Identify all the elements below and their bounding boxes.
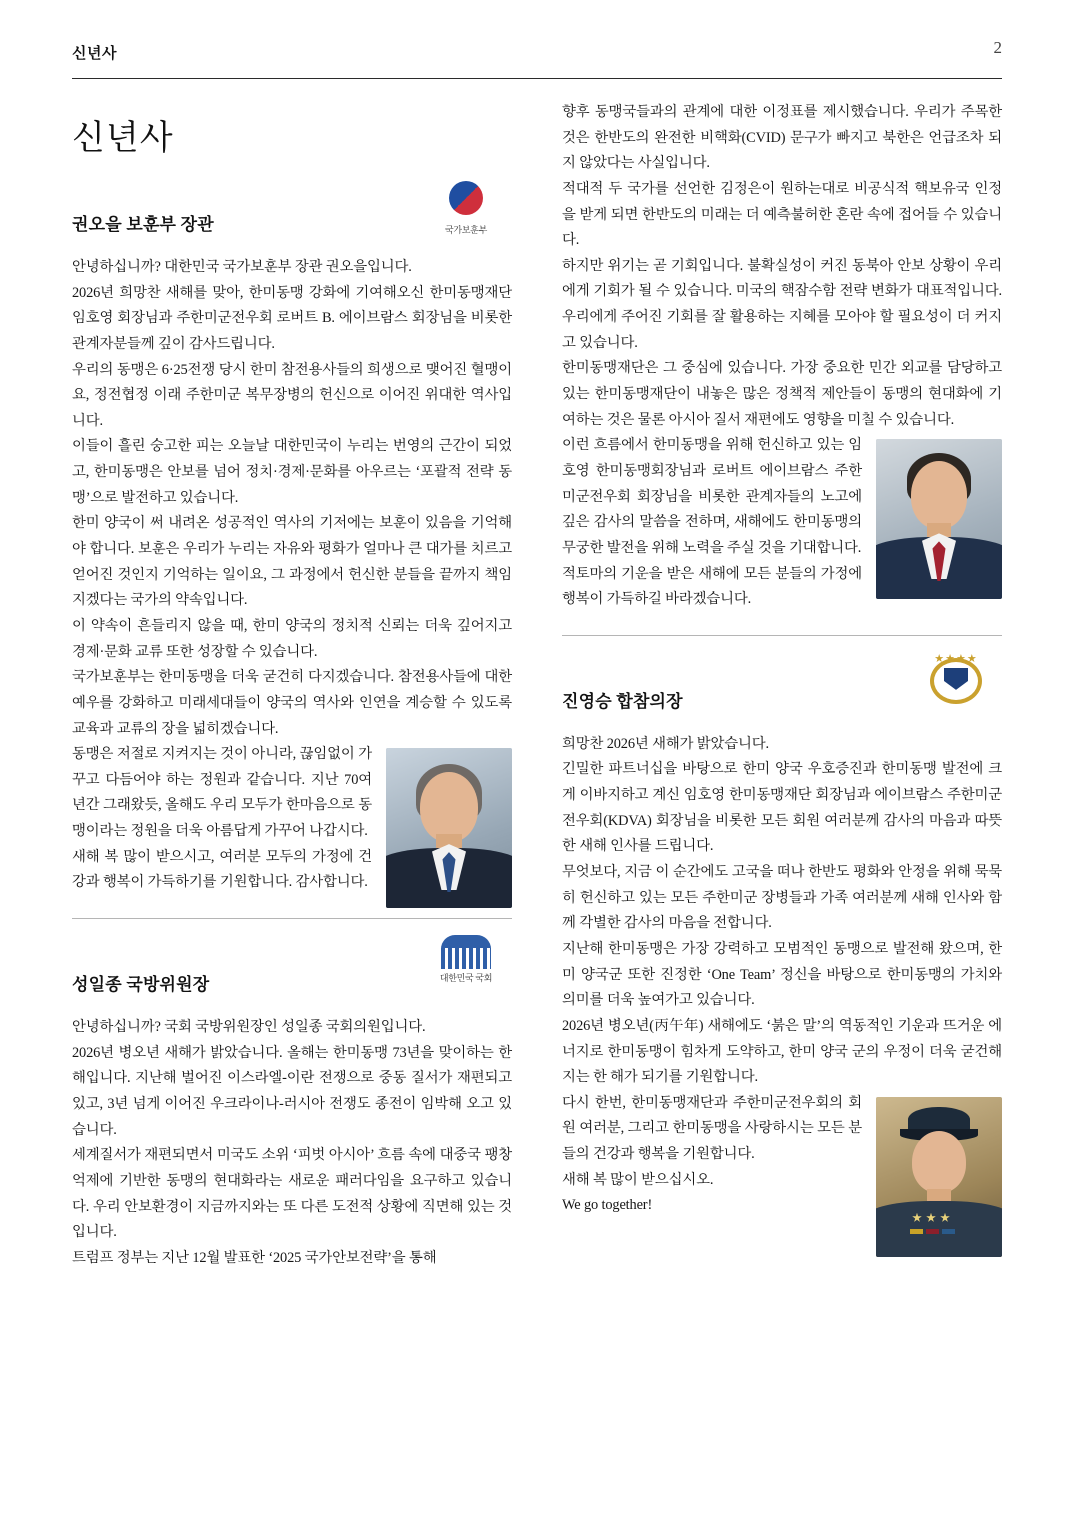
- paragraph: 다시 한번, 한미동맹재단과 주한미군전우회의 회원 여러분, 그리고 한미동맹을 사랑하시는 모든 분들의 건강과 행복을 기원합니다.: [562, 1094, 862, 1163]
- author-name: 진영승 합참의장: [562, 691, 683, 711]
- portrait-kwon: [386, 748, 512, 908]
- paragraph: 하지만 위기는 곧 기회입니다. 불확실성이 커진 동북아 안보 상황이 우리에게 기회가 될 수 있습니다. 미국의 핵잠수함 전략 변화가 대표적입니다. 우리에게 주어진 기회를 잘 활용하는 지혜를 모아야 할 필요성이 더 커지고 있습니다.: [562, 257, 1002, 351]
- paragraph: 지난해 한미동맹은 가장 강력하고 모범적인 동맹으로 발전해 왔으며, 한미 양국군 또한 진정한 ‘One Team’ 정신을 바탕으로 한미동맹의 가치와 의미를 더욱 높여가고 있습니다.: [562, 940, 1002, 1009]
- portrait-seong: [876, 439, 1002, 599]
- page-number: 2: [993, 38, 1002, 57]
- paragraph: 무엇보다, 지금 이 순간에도 고국을 떠나 한반도 평화와 안정을 위해 묵묵히 헌신하고 있는 모든 주한미군 장병들과 가족 여러분께 새해 인사와 함께 각별한 감사의 마음을 전합니다.: [562, 864, 1002, 932]
- column-right: [562, 100, 1002, 1261]
- paragraph: 이들이 흘린 숭고한 피는 오늘날 대한민국이 누리는 번영의 근간이 되었고, 한미동맹은 안보를 넘어 정치·경제·문화를 아우르는 ‘포괄적 전략 동맹’으로 발전하고 있습니다.: [72, 438, 512, 506]
- emblem-caption: 대한민국 국회: [439, 973, 493, 984]
- paragraph: 이런 흐름에서 한미동맹을 위해 헌신하고 있는 임호영 한미동맹회장님과 로버트 에이브람스 주한미군전우회 회장님을 비롯한 관계자들의 노고에 깊은 감사의 말씀을 전하며, 새해에도 한미동맹의 무궁한 발전을 위해 노력을 주실 것을 기대합니다.: [562, 437, 862, 556]
- closing-line: We go together!: [562, 1197, 653, 1214]
- page-header: [72, 38, 1002, 72]
- emblem-caption: 국가보훈부: [445, 225, 487, 235]
- author-name: 권오을 보훈부 장관: [72, 215, 214, 234]
- paragraph: 적대적 두 국가를 선언한 김정은이 원하는대로 비공식적 핵보유국 인정을 받게 되면 한반도의 미래는 더 예측불허한 혼란 속에 접어들 수 있습니다.: [562, 180, 1002, 249]
- joint-chiefs-of-staff-icon: ★★★★: [930, 652, 982, 704]
- paragraph: 안녕하십니까? 대한민국 국가보훈부 장관 권오을입니다.: [72, 259, 412, 275]
- header-title: 신년사: [72, 46, 117, 62]
- paragraph: 2026년 병오년 새해가 밝았습니다. 올해는 한미동맹 73년을 맞이하는 한 해입니다. 지난해 벌어진 이스라엘-이란 전쟁으로 중동 질서가 재편되고 있고, 3년 넘게 이어진 우크라이나-러시아 전쟁도 종전이 임박해 오고 있습니다.: [72, 1044, 512, 1138]
- paragraph: 희망찬 2026년 새해가 밝았습니다.: [562, 735, 769, 752]
- section-divider: [72, 918, 512, 919]
- paragraph: 트럼프 정부는 지난 12월 발표한 ‘2025 국가안보전략’을 통해: [72, 1249, 437, 1266]
- header-divider: [72, 78, 1002, 79]
- section-divider: [562, 635, 1002, 636]
- paragraph: 새해 복 많이 받으시고, 여러분 모두의 가정에 건강과 행복이 가득하기를 기원합니다. 감사합니다.: [72, 848, 372, 891]
- page-title: 신년사: [72, 120, 174, 157]
- paragraph: 국가보훈부는 한미동맹을 더욱 굳건히 다지겠습니다. 참전용사들에 대한 예우를 강화하고 미래세대들이 양국의 역사와 인연을 계승할 수 있도록 교육과 교류의 장을 넓히겠습니다.: [72, 669, 512, 737]
- paragraph: 안녕하십니까? 국회 국방위원장인 성일종 국회의원입니다.: [72, 1019, 426, 1036]
- author-header-seong: [72, 945, 512, 1001]
- paragraph: 세계질서가 재편되면서 미국도 소위 ‘피벗 아시아’ 흐름 속에 대중국 팽창 억제에 기반한 동맹의 현대화라는 새로운 패러다임을 요구하고 있습니다. 우리 안보환경이 지금까지와는 또 다른 도전적 상황에 직면해 있는 것입니다.: [72, 1147, 512, 1241]
- paragraph: 우리의 동맹은 6·25전쟁 당시 한미 참전용사들의 희생으로 맺어진 혈맹이요, 정전협정 이래 주한미군 복무장병의 헌신으로 이어진 위대한 역사입니다.: [72, 361, 512, 429]
- paragraph: 2026년 희망찬 새해를 맞아, 한미동맹 강화에 기여해오신 한미동맹재단 임호영 회장님과 주한미군전우회 로버트 B. 에이브람스 회장님을 비롯한 관계자분들께 깊이 감사드립니다.: [72, 284, 512, 352]
- paragraph: 이 약속이 흔들리지 않을 때, 한미 양국의 정치적 신뢰는 더욱 깊어지고 경제·문화 교류 또한 성장할 수 있습니다.: [72, 617, 512, 660]
- paragraph: 향후 동맹국들과의 관계에 대한 이정표를 제시했습니다. 우리가 주목한 것은 한반도의 완전한 비핵화(CVID) 문구가 빠지고 북한은 언급조차 되지 않았다는 사실입니다.: [562, 104, 1002, 172]
- paragraph: 적토마의 기운을 받은 새해에 모든 분들의 가정에 행복이 가득하길 바라겠습니다.: [562, 565, 862, 608]
- emblem-mpva: [420, 175, 512, 236]
- national-assembly-icon: [437, 935, 495, 969]
- author-header-jin: [562, 652, 1002, 718]
- emblem-jcs: [910, 652, 1002, 706]
- paragraph: 한미 양국이 써 내려온 성공적인 역사의 기저에는 보훈이 있음을 기억해야 합니다. 보훈은 우리가 누리는 자유와 평화가 얼마나 큰 대가를 치르고 얻어진 것인지 기억하는 일이요, 그 과정에서 헌신한 분들을 끝까지 책임지겠다는 국가의 약속입니다.: [72, 515, 512, 609]
- portrait-jin: [876, 1097, 1002, 1257]
- korea-government-taegeuk-icon: [443, 175, 489, 221]
- author-name: 성일종 국방위원장: [72, 975, 210, 995]
- column-left: [72, 100, 512, 1271]
- paragraph: 한미동맹재단은 그 중심에 있습니다. 가장 중요한 민간 외교를 담당하고 있는 한미동맹재단이 내놓은 많은 정책적 제안들이 동맹의 현대화에 기여하는 것은 물론 아시아 질서 재편에도 영향을 미칠 수 있습니다.: [562, 360, 1002, 428]
- author-header-kwon: [72, 185, 512, 241]
- emblem-assembly: [420, 935, 512, 984]
- paragraph: 새해 복 많이 받으십시오.: [562, 1171, 714, 1188]
- paragraph: 2026년 병오년(丙午年) 새해에도 ‘붉은 말’의 역동적인 기운과 뜨거운 에너지로 한미동맹이 힘차게 도약하고, 한미 양국 군의 우정이 더욱 굳건해지는 한 해가 되기를 기원합니다.: [562, 1017, 1002, 1086]
- paragraph: 동맹은 저절로 지켜지는 것이 아니라, 끊임없이 가꾸고 다듬어야 하는 정원과 같습니다. 지난 70여 년간 그래왔듯, 올해도 우리 모두가 한마음으로 동맹이라는 정원을 더욱 아름답게 가꾸어 나갑시다.: [72, 746, 372, 840]
- paragraph: 긴밀한 파트너십을 바탕으로 한미 양국 우호증진과 한미동맹 발전에 크게 이바지하고 계신 임호영 한미동맹재단 회장님과 에이브람스 주한미군전우회(KDVA) 회장님을 비롯한 모든 회원 여러분께 감사의 마음과 따뜻한 새해 인사를 드립니다.: [562, 761, 1002, 855]
